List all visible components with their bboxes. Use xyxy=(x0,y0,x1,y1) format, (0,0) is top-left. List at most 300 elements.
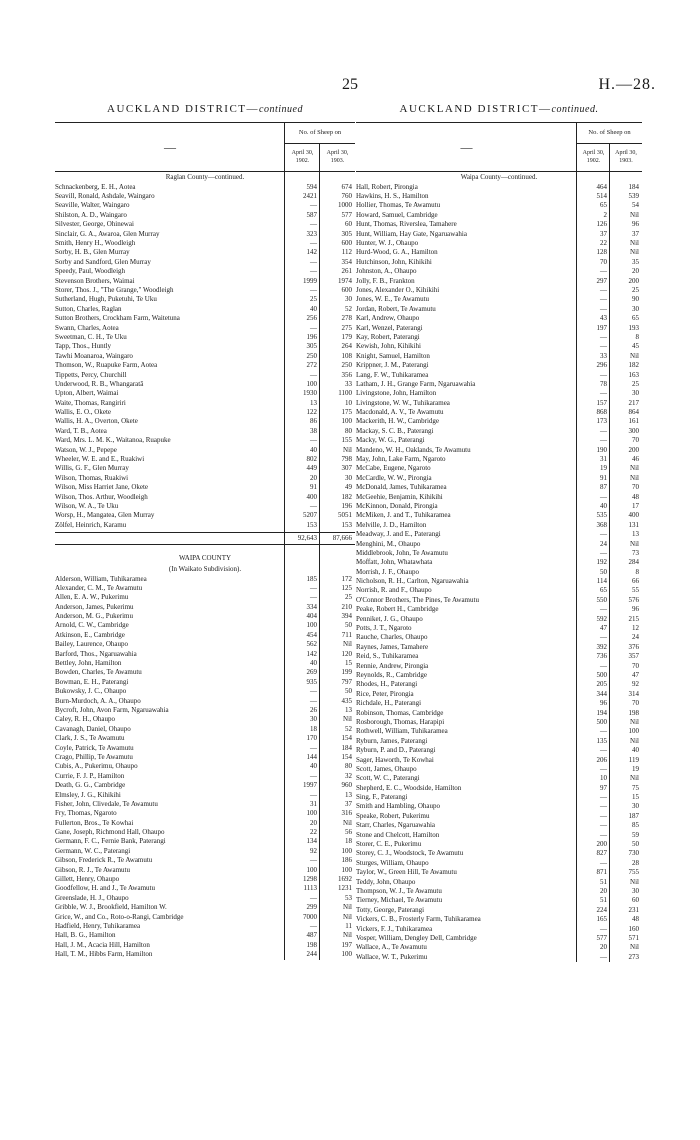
table-row xyxy=(55,856,355,865)
owner-name: Tapp, Thos., Huntly xyxy=(55,342,111,351)
sheep-1902: — xyxy=(310,257,317,266)
sheep-1903: 100 xyxy=(341,865,352,874)
table-row xyxy=(55,631,355,640)
sheep-1902: 7000 xyxy=(303,912,317,921)
sheep-1902: 192 xyxy=(596,558,607,567)
owner-name: Scott, James, Ohaupo xyxy=(356,764,417,773)
table-row xyxy=(356,342,642,351)
sheep-1903: 108 xyxy=(341,351,352,360)
table-row xyxy=(356,596,642,605)
sheep-1903: 46 xyxy=(632,455,639,464)
table-row xyxy=(356,493,642,502)
owner-name: Vosper, William, Dengley Dell, Cambridge xyxy=(356,933,477,942)
owner-name: Sweetman, C. H., Te Uku xyxy=(55,332,127,341)
owner-name: Bailey, Laurence, Ohaupo xyxy=(55,640,129,649)
sheep-1902: — xyxy=(310,501,317,510)
table-row xyxy=(356,333,642,342)
sheep-1902: 33 xyxy=(600,351,607,360)
table-row xyxy=(356,380,642,389)
owner-name: Hall, J. M., Acacia Hill, Hamilton xyxy=(55,940,150,949)
owner-name: Wheeler, W. E. and E., Ruakiwi xyxy=(55,455,145,464)
owner-name: Totty, George, Paterangi xyxy=(356,905,425,914)
owner-name: McKinnon, Donald, Pirongia xyxy=(356,501,438,510)
table-row xyxy=(356,352,642,361)
section-subheading: (In Waikato Subdivision). xyxy=(168,564,242,573)
owner-name: Waite, Thomas, Rangiriri xyxy=(55,398,126,407)
sheep-1903: 161 xyxy=(628,417,639,426)
sheep-1902: 50 xyxy=(600,567,607,576)
sheep-1903: 131 xyxy=(628,520,639,529)
owner-name: Potts, J. T., Ngaroto xyxy=(356,624,412,633)
owner-name: Gribble, W. J., Brookfield, Hamilton W. xyxy=(55,903,167,912)
sheep-1902: — xyxy=(310,220,317,229)
sheep-1903: 172 xyxy=(341,574,352,583)
sheep-1903: 120 xyxy=(341,649,352,658)
sheep-1903: 50 xyxy=(345,687,352,696)
sheep-1902: — xyxy=(310,856,317,865)
sheep-1903: Nil xyxy=(630,539,639,548)
table-row xyxy=(356,793,642,802)
owner-name: Grice, W., and Co., Roto-o-Rangi, Cambridge xyxy=(55,912,184,921)
sheep-1902: 190 xyxy=(596,445,607,454)
sheep-1903: 1231 xyxy=(338,884,352,893)
sheep-1903: 18 xyxy=(345,837,352,846)
sheep-1902: — xyxy=(310,436,317,445)
table-row xyxy=(55,575,355,584)
sheep-1903: 196 xyxy=(341,501,352,510)
table-row xyxy=(356,784,642,793)
sheep-1903: 197 xyxy=(341,940,352,949)
sheep-1903: 47 xyxy=(632,671,639,679)
table-row xyxy=(55,436,355,445)
left-col-1902-header: April 30, 1902. xyxy=(284,143,320,171)
table-row xyxy=(356,277,642,286)
sheep-1903: 577 xyxy=(341,210,352,219)
table-row xyxy=(356,887,642,896)
sheep-1902: — xyxy=(310,201,317,210)
sheep-1903: 215 xyxy=(628,614,639,623)
owner-name: Bettley, John, Hamilton xyxy=(55,659,122,668)
table-row xyxy=(356,699,642,708)
sheep-1903: Nil xyxy=(630,736,639,745)
owner-name: May, John, Lake Farm, Ngaroto xyxy=(356,455,446,464)
table-row xyxy=(356,812,642,821)
owner-name: Ryburn, P. and D., Paterangi xyxy=(356,746,436,755)
sheep-1903: 37 xyxy=(345,799,352,808)
table-row xyxy=(356,737,642,746)
owner-name: Mackerith, H. W., Cambridge xyxy=(356,417,440,426)
owner-name: Thompson, W. J., Te Awamutu xyxy=(356,886,442,895)
sheep-1903: 20 xyxy=(632,267,639,276)
sheep-1903: 186 xyxy=(341,856,352,865)
table-row xyxy=(55,474,355,483)
table-row xyxy=(356,558,642,567)
table-row xyxy=(55,201,355,210)
sheep-1902: — xyxy=(600,661,607,670)
sheep-1902: 126 xyxy=(596,220,607,229)
owner-name: Cavanagh, Daniel, Ohaupo xyxy=(55,724,131,733)
sheep-1903: 25 xyxy=(632,379,639,388)
sheep-1902: — xyxy=(600,267,607,276)
sheep-1902: 368 xyxy=(596,520,607,529)
owner-name: Jolly, F. B., Frankton xyxy=(356,276,415,285)
left-column xyxy=(55,100,355,960)
sheep-1903: 52 xyxy=(345,304,352,313)
sheep-1902: — xyxy=(310,687,317,696)
sheep-1902: 114 xyxy=(596,577,607,586)
sheep-1902: 1298 xyxy=(303,875,317,884)
owner-name: McMiken, J. and T., Tuhikaramea xyxy=(356,511,451,520)
sheep-1902: 157 xyxy=(596,398,607,407)
sheep-1902: — xyxy=(600,764,607,773)
sheep-1903: 119 xyxy=(628,755,639,764)
sheep-1902: — xyxy=(600,342,607,351)
sheep-1903: 30 xyxy=(632,304,639,313)
total-1903: 87,666 xyxy=(332,534,352,543)
sheep-1902: 299 xyxy=(306,903,317,912)
sheep-1902: 344 xyxy=(596,689,607,698)
sheep-1902: 31 xyxy=(600,455,607,464)
sheep-1902: 562 xyxy=(306,640,317,649)
sheep-1902: — xyxy=(600,548,607,557)
table-row xyxy=(356,821,642,830)
table-row xyxy=(55,464,355,473)
sheep-1902: — xyxy=(600,802,607,811)
owner-name: Robinson, Thomas, Cambridge xyxy=(356,708,444,717)
sheep-1903: 70 xyxy=(632,661,639,670)
owner-name: Hall, Robert, Pirongia xyxy=(356,182,418,191)
table-row xyxy=(55,621,355,630)
owner-name: Kay, Robert, Paterangi xyxy=(356,332,420,341)
sheep-1903: Nil xyxy=(630,473,639,482)
table-row xyxy=(356,868,642,877)
sheep-1902: 20 xyxy=(600,943,607,952)
sheep-1903: 59 xyxy=(632,830,639,839)
owner-name: Macky, W. G., Paterangi xyxy=(356,436,425,445)
sheep-1903: 184 xyxy=(628,182,639,191)
sheep-1903: 175 xyxy=(341,408,352,417)
sheep-1902: — xyxy=(310,893,317,902)
sheep-1902: 25 xyxy=(310,295,317,304)
owner-name: Bycroft, John, Avon Farm, Ngaruawahia xyxy=(55,705,169,714)
owner-name: Zölfel, Heinrich, Karamu xyxy=(55,520,127,529)
owner-name: Underwood, R. B., Whangaratā xyxy=(55,379,144,388)
owner-name: Storer, Thos. J., "The Grange," Woodleigh xyxy=(55,285,174,294)
sheep-1903: 264 xyxy=(341,342,352,351)
owner-name: Speake, Robert, Pukerimu xyxy=(356,811,430,820)
table-row xyxy=(55,584,355,593)
owner-name: Gillett, Henry, Ohaupo xyxy=(55,875,120,884)
sheep-1903: 28 xyxy=(632,858,639,867)
owner-name: Jordan, Robert, Te Awamutu xyxy=(356,304,436,313)
owner-name: Meadway, J. and E., Paterangi xyxy=(356,530,441,539)
owner-name: Caley, R. H., Ohaupo xyxy=(55,715,116,724)
table-row xyxy=(55,211,355,220)
table-row xyxy=(55,687,355,696)
owner-name: Jones, W. E., Te Awamutu xyxy=(356,295,430,304)
section-heading: Raglan County—continued. xyxy=(165,173,245,181)
owner-name: Silvester, George, Ohinewai xyxy=(55,220,134,229)
owner-name: Fry, Thomas, Ngaroto xyxy=(55,809,117,818)
table-row xyxy=(55,230,355,239)
sheep-1902: 10 xyxy=(600,774,607,783)
sheep-1903: 96 xyxy=(632,220,639,229)
table-row xyxy=(356,446,642,455)
table-row xyxy=(356,633,642,642)
sheep-1902: 400 xyxy=(306,492,317,501)
owner-name: Sinclair, G. A., Awaroa, Glen Murray xyxy=(55,229,160,238)
sheep-1903: 1000 xyxy=(338,201,352,210)
sheep-1902: — xyxy=(310,921,317,930)
sheep-1903: 5051 xyxy=(338,511,352,520)
table-row xyxy=(55,389,355,398)
owner-name: Livingstone, John, Hamilton xyxy=(356,389,437,398)
sheep-1903: 17 xyxy=(632,501,639,510)
owner-name: Goodfellow, H. and J., Te Awamutu xyxy=(55,884,155,893)
sheep-1902: 550 xyxy=(596,595,607,604)
sheep-1903: 37 xyxy=(632,229,639,238)
sheep-1903: 284 xyxy=(628,558,639,567)
owner-name: Watson, W. J., Pepepe xyxy=(55,445,117,454)
sheep-1903: 864 xyxy=(628,408,639,417)
sheep-1903: Nil xyxy=(343,931,352,940)
sheep-1903: 70 xyxy=(632,436,639,445)
sheep-1903: 273 xyxy=(628,952,639,961)
table-row xyxy=(356,549,642,558)
sheep-1902: 87 xyxy=(600,483,607,492)
owner-name: Scott, W. C., Paterangi xyxy=(356,774,420,783)
owner-name: Kewish, John, Kihikihi xyxy=(356,342,421,351)
table-row xyxy=(55,866,355,875)
sheep-1903: 275 xyxy=(341,323,352,332)
sheep-1903: Nil xyxy=(343,715,352,724)
sheep-1902: 19 xyxy=(600,464,607,473)
sheep-1903: 90 xyxy=(632,295,639,304)
table-row xyxy=(55,258,355,267)
sheep-1902: 1930 xyxy=(303,389,317,398)
owner-name: Shilston, A. D., Waingaro xyxy=(55,210,127,219)
sheep-1902: 592 xyxy=(596,614,607,623)
owner-name: Wallis, H. A., Overton, Okete xyxy=(55,417,138,426)
table-row xyxy=(55,417,355,426)
sheep-1902: 577 xyxy=(596,933,607,942)
sheep-1902: 37 xyxy=(600,229,607,238)
sheep-1903: 125 xyxy=(341,583,352,592)
sheep-1902: 91 xyxy=(600,473,607,482)
owner-name: Coyle, Patrick, Te Awamutu xyxy=(55,743,134,752)
owner-name: Rhodes, H., Paterangi xyxy=(356,680,418,689)
sheep-1902: 142 xyxy=(306,248,317,257)
sheep-1903: Nil xyxy=(343,818,352,827)
sheep-1902: — xyxy=(310,593,317,602)
owner-name: Rauche, Charles, Ohaupo xyxy=(356,633,428,642)
owner-name: Storer, C. E., Pukerimu xyxy=(356,840,422,849)
sheep-1903: 600 xyxy=(341,285,352,294)
sheep-1902: — xyxy=(310,771,317,780)
table-row xyxy=(55,734,355,743)
sheep-1903: 8 xyxy=(635,332,639,341)
table-row xyxy=(356,389,642,398)
table-row xyxy=(55,521,355,530)
table-row xyxy=(356,925,642,934)
sheep-1902: 40 xyxy=(600,501,607,510)
table-row xyxy=(356,831,642,840)
sheep-1903: 217 xyxy=(628,398,639,407)
sheep-1902: — xyxy=(310,267,317,276)
owner-name: Howard, Samuel, Cambridge xyxy=(356,210,438,219)
sheep-1903: 1974 xyxy=(338,276,352,285)
sheep-1903: 13 xyxy=(345,790,352,799)
sheep-1902: 165 xyxy=(596,915,607,924)
sheep-1902: 78 xyxy=(600,379,607,388)
sheep-1902: 22 xyxy=(600,239,607,248)
table-row xyxy=(356,774,642,783)
sheep-1903: 25 xyxy=(345,593,352,602)
table-row xyxy=(356,211,642,220)
table-row xyxy=(356,849,642,858)
sheep-1902: 871 xyxy=(596,868,607,877)
owner-name: Wilson, W. A., Te Uku xyxy=(55,501,119,510)
sheep-1902: 1113 xyxy=(303,884,317,893)
table-row xyxy=(356,455,642,464)
sheep-1902: — xyxy=(310,239,317,248)
sheep-1903: 307 xyxy=(341,464,352,473)
left-group-header: No. of Sheep on xyxy=(284,123,355,144)
sheep-1902: 135 xyxy=(596,736,607,745)
owner-name: Hall, B. G., Hamilton xyxy=(55,931,116,940)
sheep-1903: 539 xyxy=(628,192,639,201)
owner-name: Storey, C. J., Woodstock, Te Awamutu xyxy=(356,849,464,858)
owner-name: Tierney, Michael, Te Awamutu xyxy=(356,896,443,905)
owner-name: Hadfield, Henry, Tuhikaramea xyxy=(55,921,141,930)
owner-name: Worsp, H., Mangatea, Glen Murray xyxy=(55,511,155,520)
sheep-1902: — xyxy=(600,295,607,304)
sheep-1903: 100 xyxy=(628,727,639,736)
sheep-1902: 142 xyxy=(306,649,317,658)
section-gap xyxy=(55,545,355,553)
owner-name: Currie, F. J. P., Hamilton xyxy=(55,771,125,780)
sheep-1903: 30 xyxy=(345,295,352,304)
table-row xyxy=(55,922,355,931)
sheep-1903: 730 xyxy=(628,849,639,858)
table-row xyxy=(55,324,355,333)
sheep-1902: 20 xyxy=(310,818,317,827)
sheep-1903: 30 xyxy=(632,886,639,895)
sheep-1902: 185 xyxy=(306,574,317,583)
table-row xyxy=(55,715,355,724)
sheep-1903: 80 xyxy=(345,426,352,435)
table-row xyxy=(55,493,355,502)
sheep-1902: 244 xyxy=(306,950,317,959)
table-row xyxy=(55,380,355,389)
table-row xyxy=(55,502,355,511)
sheep-1903: 394 xyxy=(341,612,352,621)
sheep-1903: 163 xyxy=(628,370,639,379)
owner-name: Smith and Hambling, Ohaupo xyxy=(356,802,440,811)
table-row xyxy=(356,577,642,586)
owner-name: Menghini, M., Ohaupo xyxy=(356,539,421,548)
sheep-1902: 296 xyxy=(596,361,607,370)
table-row xyxy=(55,361,355,370)
owner-name: Reid, S., Tuhikaramea xyxy=(356,652,419,661)
owner-name: Melville, J. D., Hamilton xyxy=(356,520,427,529)
table-row xyxy=(55,399,355,408)
sheep-1902: — xyxy=(600,793,607,802)
sheep-1903: 154 xyxy=(341,752,352,761)
sheep-1902: 802 xyxy=(306,455,317,464)
sheep-1902: 200 xyxy=(596,840,607,849)
owner-name: Gibson, R. J., Te Awamutu xyxy=(55,865,130,874)
owner-name: Atkinson, E., Cambridge xyxy=(55,630,125,639)
table-row xyxy=(356,408,642,417)
sheep-1902: — xyxy=(310,790,317,799)
table-row xyxy=(356,709,642,718)
sheep-1902: 297 xyxy=(596,276,607,285)
sheep-1902: 2421 xyxy=(303,192,317,201)
table-row xyxy=(55,455,355,464)
sheep-1902: 1997 xyxy=(303,781,317,790)
sheep-1902: 47 xyxy=(600,624,607,633)
sheep-1902: 40 xyxy=(310,659,317,668)
owner-name: Lang, F. W., Tuhikaramea xyxy=(356,370,429,379)
table-row xyxy=(356,568,642,577)
table-row xyxy=(356,427,642,436)
table-row xyxy=(356,521,642,530)
table-row xyxy=(55,791,355,800)
owner-name: Tippetts, Percy, Churchill xyxy=(55,370,127,379)
sheep-1902: 40 xyxy=(310,304,317,313)
owner-name: Hollier, Thomas, Te Awamutu xyxy=(356,201,441,210)
sheep-1902: — xyxy=(600,370,607,379)
sheep-1902: 500 xyxy=(596,671,607,679)
table-row xyxy=(356,474,642,483)
sheep-1903: Nil xyxy=(630,717,639,726)
table-row xyxy=(356,953,642,962)
sheep-1903: 400 xyxy=(628,511,639,520)
table-row xyxy=(356,718,642,727)
table-row xyxy=(55,678,355,687)
table-row xyxy=(356,483,642,492)
table-row xyxy=(55,427,355,436)
sheep-1902: 464 xyxy=(596,182,607,191)
owner-name: Macdonald, A. V., Te Awamutu xyxy=(356,408,444,417)
sheep-1903: 153 xyxy=(341,520,352,529)
table-row xyxy=(356,652,642,661)
table-row xyxy=(55,183,355,192)
sheep-1903: 96 xyxy=(632,605,639,614)
column-rule-1902 xyxy=(576,172,577,962)
sheep-1902: — xyxy=(600,952,607,961)
owner-name: Stevenson Brothers, Waimai xyxy=(55,276,135,285)
sheep-1903: 100 xyxy=(341,950,352,959)
sheep-1902: 22 xyxy=(310,828,317,837)
table-row xyxy=(55,668,355,677)
table-row xyxy=(55,781,355,790)
table-row xyxy=(55,511,355,520)
table-row xyxy=(55,884,355,893)
sheep-1902: 96 xyxy=(600,699,607,708)
owner-name: Vickers, F. J., Tuhikaramea xyxy=(356,924,433,933)
table-row xyxy=(55,192,355,201)
sheep-1902: 449 xyxy=(306,464,317,473)
table-row xyxy=(55,903,355,912)
sheep-1902: 827 xyxy=(596,849,607,858)
table-row xyxy=(356,624,642,633)
sheep-1903: 155 xyxy=(341,436,352,445)
sheep-1903: 19 xyxy=(632,764,639,773)
sheep-1902: — xyxy=(600,727,607,736)
owner-name: Rice, Peter, Pirongia xyxy=(356,689,414,698)
